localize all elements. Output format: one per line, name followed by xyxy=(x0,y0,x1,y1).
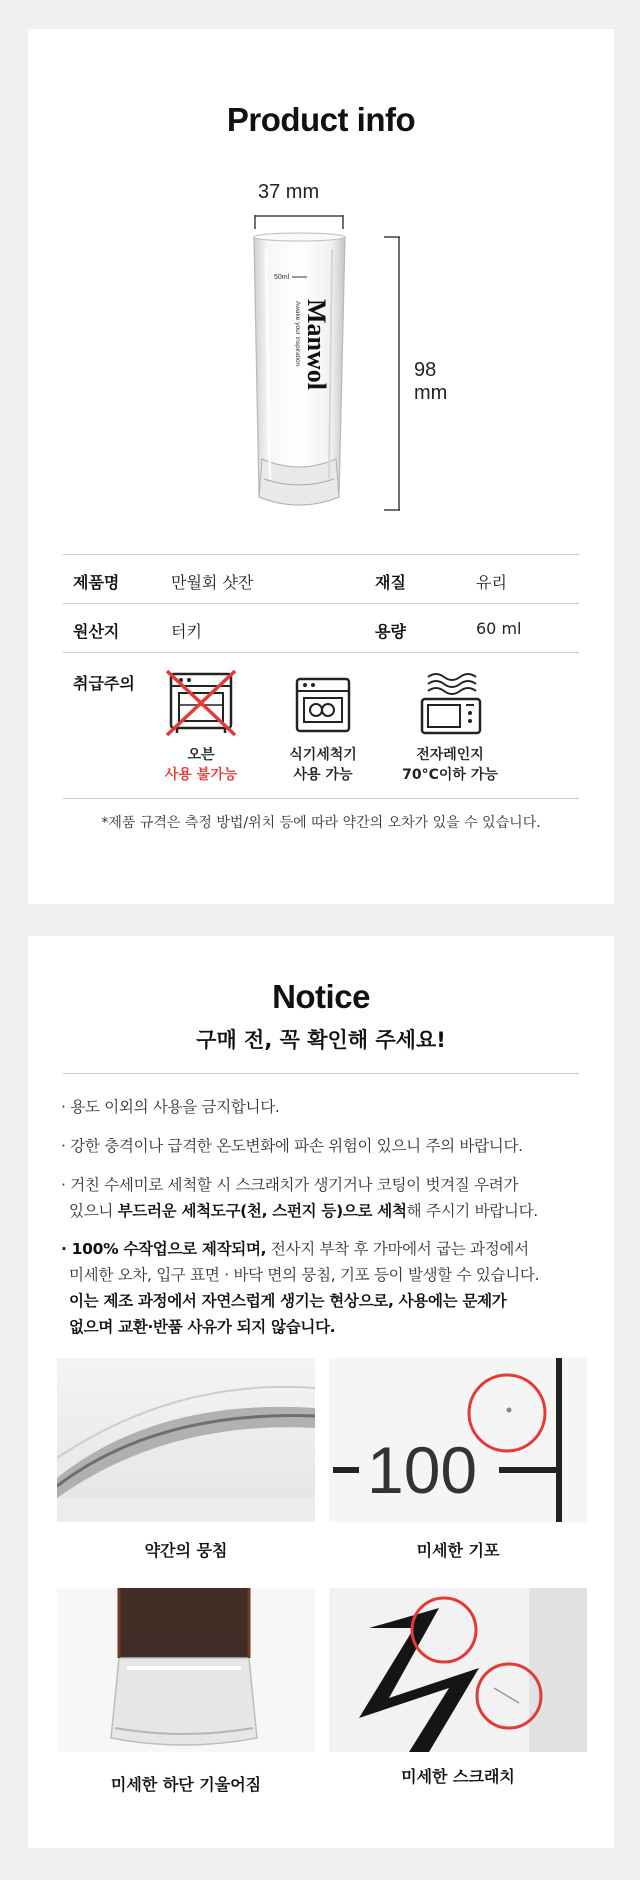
notice-item-4-text: 전사지 부착 후 가마에서 굽는 과정에서 xyxy=(266,1240,529,1258)
disclaimer-text: *제품 규격은 측정 방법/위치 등에 따라 약간의 오차가 있을 수 있습니다. xyxy=(101,815,541,831)
spec-label-name: 제품명 xyxy=(73,573,120,592)
notice-title: Notice xyxy=(272,978,370,1015)
spec-value-material: 유리 xyxy=(476,573,507,592)
notice-item-3-line1: · 거친 수세미로 세척할 시 스크래치가 생기거나 코팅이 벗겨질 우려가 xyxy=(61,1176,519,1194)
photo-caption: 약간의 뭉침 xyxy=(144,1541,228,1560)
care-dishwasher-line2: 사용 가능 xyxy=(293,767,353,783)
table-divider xyxy=(63,798,579,799)
photo-caption: 미세한 하단 기울어짐 xyxy=(110,1775,262,1794)
photo-caption: 미세한 스크래치 xyxy=(401,1767,515,1786)
care-item-oven xyxy=(131,669,271,785)
notice-item-4 xyxy=(61,1236,581,1340)
spec-value-origin: 터키 xyxy=(171,622,202,641)
care-item-microwave xyxy=(380,669,520,785)
care-oven-line2: 사용 불가능 xyxy=(164,767,238,783)
notice-item-4-bold2: 이는 제조 과정에서 자연스럽게 생기는 현상으로, 사용에는 문제가 xyxy=(69,1292,507,1310)
notice-item-1: · 용도 이외의 사용을 금지합니다. xyxy=(61,1098,280,1116)
notice-item-3 xyxy=(61,1172,581,1224)
height-dimension-label: 98 mm xyxy=(414,359,448,404)
spec-label-material: 재질 xyxy=(375,573,406,592)
notice-subtitle: 구매 전, 꼭 확인해 주세요! xyxy=(196,1028,446,1052)
product-info-card xyxy=(28,29,614,904)
photo-rim-clump xyxy=(57,1358,315,1522)
care-oven-line1: 오븐 xyxy=(187,747,215,763)
photo-bubble xyxy=(329,1358,587,1522)
notice-item-3-tail: 해 주시기 바랍니다. xyxy=(406,1202,538,1220)
notice-item-4-bold: · 100% 수작업으로 제작되며, xyxy=(61,1240,267,1258)
glass-illustration xyxy=(208,179,458,519)
glass-icon xyxy=(208,179,458,519)
notice-card xyxy=(28,936,614,1848)
notice-item-4-bold3: 없으며 교환·반품 사유가 되지 않습니다. xyxy=(69,1318,336,1336)
notice-item-3-text: 있으니 xyxy=(69,1202,118,1220)
spec-value-name: 만월회 샷잔 xyxy=(171,573,254,592)
glass-bottom-image xyxy=(57,1588,315,1752)
care-dishwasher-line1: 식기세척기 xyxy=(289,747,357,763)
table-divider xyxy=(63,652,579,653)
microwave-icon xyxy=(410,669,490,739)
svg-text:Awake your inspiration: Awake your inspiration xyxy=(294,301,301,367)
glass-bubble-image xyxy=(329,1358,587,1522)
care-microwave-line2: 70°C이하 가능 xyxy=(402,767,498,783)
dishwasher-icon xyxy=(283,669,363,739)
volume-mark: 50ml xyxy=(274,274,290,281)
photo-bottom-tilt xyxy=(57,1588,315,1752)
printed-100: 100 xyxy=(367,1433,478,1507)
care-item-dishwasher xyxy=(253,669,393,785)
width-dimension-label: 37 mm xyxy=(258,181,320,203)
oven-icon xyxy=(161,669,241,739)
notice-item-4-line2: 미세한 오차, 입구 표면 · 바닥 면의 뭉침, 기포 등이 발생할 수 있습니다. xyxy=(69,1266,540,1284)
notice-item-2: · 강한 충격이나 급격한 온도변화에 파손 위험이 있으니 주의 바랍니다. xyxy=(61,1137,523,1155)
glass-scratch-image xyxy=(329,1588,587,1752)
glass-rim-image xyxy=(57,1358,315,1522)
photo-caption: 미세한 기포 xyxy=(416,1541,500,1560)
photo-scratch xyxy=(329,1588,587,1752)
table-divider xyxy=(63,603,579,604)
care-label: 취급주의 xyxy=(73,674,135,693)
spec-label-capacity: 용량 xyxy=(375,622,406,641)
care-microwave-line1: 전자레인지 xyxy=(416,747,484,763)
svg-text:Manwol: Manwol xyxy=(302,299,331,390)
table-divider xyxy=(63,554,579,555)
spec-value-capacity: 60 ml xyxy=(476,619,522,638)
notice-item-3-bold: 부드러운 세척도구(천, 스펀지 등)으로 세척 xyxy=(117,1202,407,1220)
notice-divider xyxy=(63,1073,579,1074)
spec-label-origin: 원산지 xyxy=(73,622,120,641)
product-info-title: Product info xyxy=(226,101,416,138)
